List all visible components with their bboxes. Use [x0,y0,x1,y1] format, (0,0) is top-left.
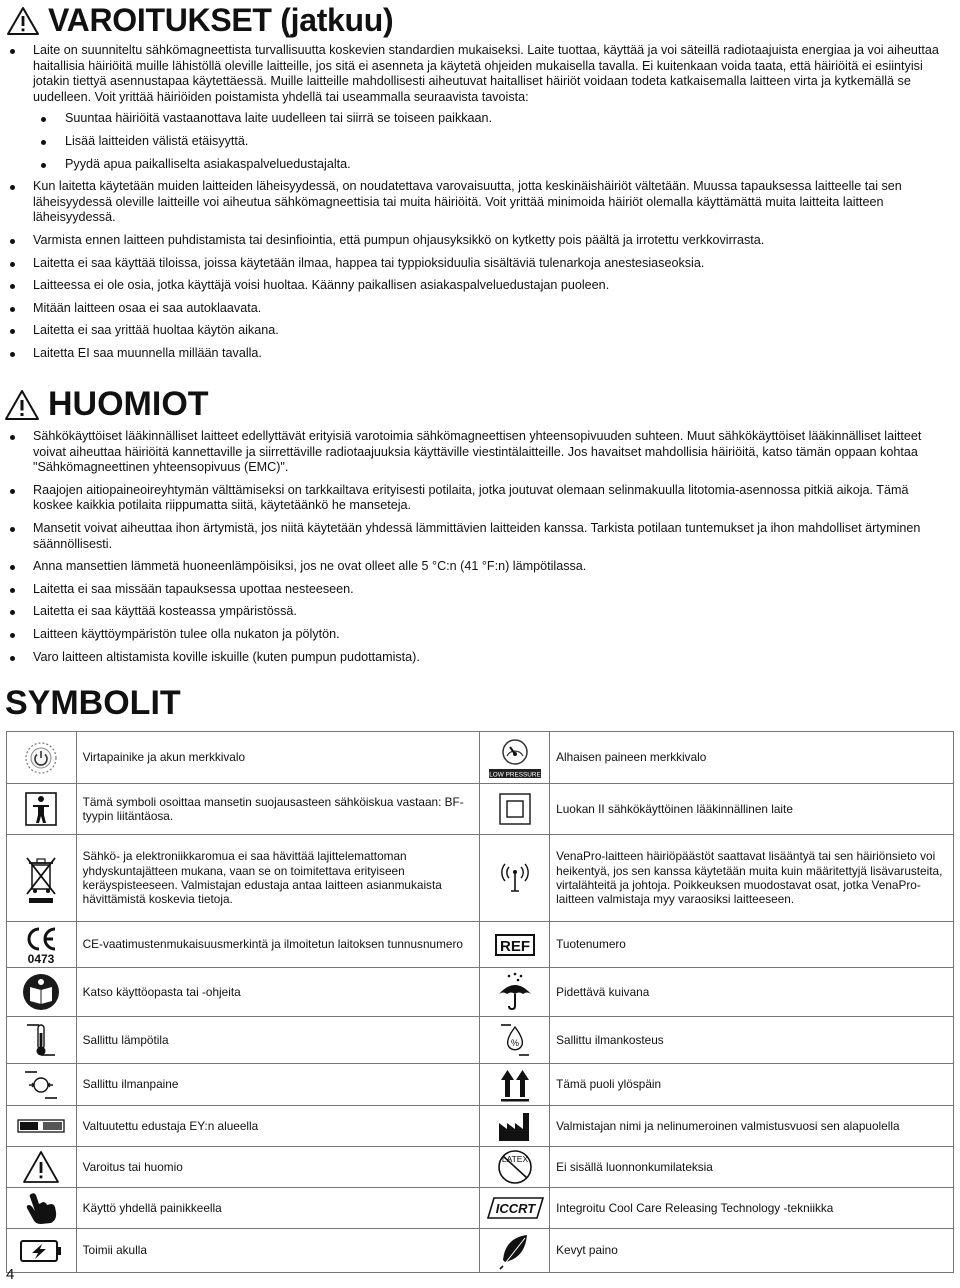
list-item: Laitetta EI saa muunnella millään tavalla. [0,346,944,362]
ccrt-icon [485,1196,545,1220]
symbol-desc: Ei sisällä luonnonkumilateksia [550,1147,954,1188]
no-latex-icon [493,1148,537,1186]
list-item: Mitään laitteen osaa ei saa autoklaavata. [0,301,944,317]
symbol-desc: Sallittu ilmankosteus [550,1017,954,1064]
symbol-desc: Virtapainike ja akun merkkivalo [76,732,480,784]
symbol-desc: Tämä symboli osoittaa mansetin suojausasteen sähköiskua vastaan: BF-tyypin liitäntäosa. [76,784,480,835]
list-item: Laite on suunniteltu sähkömagneettista turvallisuutta koskevien standardien mukaiseksi. Laite tuottaa, käyttää ja voi säteillä radiotaajuista energiaa ja voi aiheuttaa haitallisia häiriöitä muille lähistöllä oleville laitteille, jos sitä ei asenneta ja käytetä ohjeiden mukaisella tavalla. Ei kuitenkaan voida taata, että häiriöitä ei esiintyisi jotakin tiettyä asennustapaa käytettäessä. Muille laitteille mahdollisesti aiheutuvat haitalliset häiriöt voidaan todeta katkaisemalla laitteen virta ja kytkemällä se uudelleen. Voit yrittää häiriöiden poistamista yhdellä tai useammalla seuraavista tavoista: [0,43,944,105]
symbol-desc: Sähkö- ja elektroniikkaromua ei saa hävittää lajittelemattoman yhdyskuntajätteen mukana, vaan se on toimitettava erityiseen keräyspisteeseen. Valmistajan edustaja antaa laitteen asianmukaista hävittämistä koskevia tietoja. [76,835,480,922]
symbol-desc: Varoitus tai huomio [76,1147,480,1188]
list-item: Raajojen aitiopaineoireyhtymän välttämiseksi on tarkkailtava erityisesti potilaita, jotka joutuvat olemaan selinmakuulla litotomia-asennossa pitkiä aikoja. Tämä koskee kaikkia potilaita riippumatta siitä, käytetäänkö he manseteja. [0,483,944,514]
pressure-icon [21,1068,61,1102]
list-item: Laitteessa ei ole osia, jotka käyttäjä voisi huoltaa. Käänny paikallisen asiakaspalveluedustajan puoleen. [0,278,944,294]
symbols-title: SYMBOLIT [5,684,181,722]
table-row [7,1229,954,1273]
thermometer-icon [21,1021,61,1059]
factory-icon [495,1109,535,1143]
table-row [7,1064,954,1106]
table-row [7,922,954,968]
table-row [7,1147,954,1188]
table-row [7,835,954,922]
ccrt-label: ICCRT [495,1201,536,1216]
symbol-desc: Integroitu Cool Care Releasing Technology -tekniikka [550,1188,954,1229]
single-button-icon [21,1190,61,1226]
ref-icon [495,934,535,956]
ce-mark-icon [21,925,61,965]
table-row [7,1188,954,1229]
symbol-desc: Alhaisen paineen merkkivalo [550,732,954,784]
symbol-desc: Käyttö yhdellä painikkeella [76,1188,480,1229]
battery-icon [19,1238,63,1264]
list-item: Laitetta ei saa käyttää tiloissa, joissa käytetään ilmaa, happea tai typpioksiduulia sisältäviä tulenarkoja anestesiaseoksia. [0,256,944,272]
symbol-desc: Tämä puoli ylöspäin [550,1064,954,1106]
latex-label: LATEX [501,1154,528,1164]
cautions-list [0,429,944,672]
list-item: Varo laitteen altistamista koville iskuille (kuten pumpun pudottamista). [0,650,944,666]
weee-bin-icon [21,850,61,906]
list-item: Laitetta ei saa käyttää kosteassa ympäristössä. [0,604,944,620]
ce-number: 0473 [27,951,55,965]
symbol-desc: Luokan II sähkökäyttöinen lääkinnällinen laite [550,784,954,835]
feather-icon [495,1232,535,1270]
symbol-desc: Valmistajan nimi ja nelinumeroinen valmistusvuosi sen alapuolella [550,1106,954,1147]
symbol-desc: CE-vaatimustenmukaisuusmerkintä ja ilmoitetun laitoksen tunnusnumero [76,922,480,968]
symbol-desc: VenaPro-laitteen häiriöpäästöt saattavat lisääntyä tai sen häiriönsieto voi heikentyä, jos sen kanssa käytetään muita kuin määritettyjä lisävarusteita, virtalähteitä ja johtoja. Poikkeuksen muodostavat osat, jotka VenaPro-laitteen valmistaja myy varaosiksi laitteeseen. [550,835,954,922]
power-button-icon [24,741,58,775]
ref-label: REF [499,937,530,955]
svg-text:%: % [510,1038,519,1048]
cautions-title: HUOMIOT [48,385,209,423]
list-item: Kun laitetta käytetään muiden laitteiden läheisyydessä, on noudatettava varovaisuutta, jotta keskinäishäiriöt vältetään. Muussa tapauksessa laitteelle tai sen läheisyydessä oleville laitteille voi aiheutua sähkömagneettisia tai muita häiriöitä. Voit yrittää minimoida häiriöt olemalla käyttämättä muita laitteita laitteen läheisyydessä. [0,179,944,226]
list-item: Sähkökäyttöiset lääkinnälliset laitteet edellyttävät erityisiä varotoimia sähkömagneettisen yhteensopivuuden suhteen. Muut sähkökäyttöiset lääkinnälliset laitteet voivat aiheuttaa häiriöitä kannettaville ja siirrettäville radiotaajuuksia käyttäville viestintälaitteille. Jos havaitset mahdollisia häiriöitä, katso tämän oppaan kohtaa "Sähkömagneettinen yhteensopivuus (EMC)". [0,429,944,476]
read-manual-icon [21,972,61,1012]
list-item: Laitetta ei saa yrittää huoltaa käytön aikana. [0,323,944,339]
list-item: Laitetta ei saa missään tapauksessa upottaa nesteeseen. [0,582,944,598]
symbol-desc: Sallittu ilmanpaine [76,1064,480,1106]
list-item: Laitteen käyttöympäristön tulee olla nukaton ja pölytön. [0,627,944,643]
non-ionizing-radiation-icon [495,863,535,893]
page-number: 4 [6,1266,15,1283]
symbol-desc: Sallittu lämpötila [76,1017,480,1064]
symbol-desc: Tuotenumero [550,922,954,968]
list-item: Suuntaa häiriöitä vastaanottava laite uudelleen tai siirrä se toiseen paikkaan. [0,111,944,127]
warnings-title: VAROITUKSET (jatkuu) [48,2,394,38]
symbol-desc: Katso käyttöopasta tai -ohjeita [76,968,480,1017]
type-bf-icon [24,791,58,827]
low-pressure-icon [485,736,545,780]
warning-triangle-icon [6,6,40,36]
symbols-table [6,731,954,1273]
humidity-icon [495,1021,535,1059]
symbol-desc: Kevyt paino [550,1229,954,1273]
table-row [7,1106,954,1147]
symbol-desc: Toimii akulla [76,1229,480,1273]
warning-triangle-icon [4,389,40,421]
list-item: Mansetit voivat aiheuttaa ihon ärtymistä, jos niitä käytetään yhdessä lämmittävien laitteiden kanssa. Tarkista potilaan tuntemukset ja ihon mahdolliset ärtyminen säännöllisesti. [0,521,944,552]
umbrella-icon [495,972,535,1012]
table-row [7,1017,954,1064]
warnings-list [0,43,944,369]
this-side-up-icon [495,1067,535,1103]
symbol-desc: Pidettävä kuivana [550,968,954,1017]
list-item: Anna mansettien lämmetä huoneenlämpöisiksi, jos ne ovat olleet alle 5 °C:n (41 °F:n) lämpötilassa. [0,559,944,575]
warnings-heading [6,2,393,39]
cautions-heading [4,385,209,424]
ec-rep-icon [16,1117,66,1135]
class-ii-icon [497,791,533,827]
warning-icon [21,1149,61,1185]
low-pressure-label: LOW PRESSURE [489,771,541,778]
symbol-desc: Valtuutettu edustaja EY:n alueella [76,1106,480,1147]
table-row [7,784,954,835]
list-item: Lisää laitteiden välistä etäisyyttä. [0,134,944,150]
list-item: Pyydä apua paikalliselta asiakaspalveluedustajalta. [0,157,944,173]
list-item: Varmista ennen laitteen puhdistamista tai desinfiointia, että pumpun ohjausyksikkö on kytketty pois päältä ja irrotettu verkkovirrasta. [0,233,944,249]
table-row [7,732,954,784]
table-row [7,968,954,1017]
